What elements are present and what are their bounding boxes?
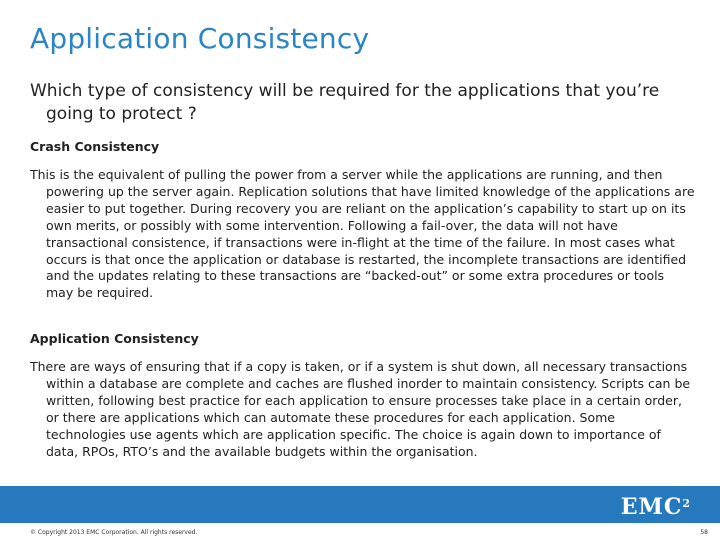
- emc-logo: [621, 496, 690, 518]
- question-text: Which type of consistency will be required for the applications that you’re going to protect ?: [30, 81, 660, 124]
- copyright-text: © Copyright 2013 EMC Corporation. All rights reserved.: [30, 529, 198, 536]
- application-consistency-body: There are ways of ensuring that if a copy is taken, or if a system is shut down, all necessary transactions within a database are complete and caches are flushed inorder to maintain consistency. Scripts can be written, following best practice for each application to ensure processes take place in a certain order, or there are applications which can automate these procedures for each application. Some technologies use agents which are application specific. The choice is again down to importance of data, RPOs, RTO’s and the available budgets within the organisation.: [30, 359, 691, 459]
- application-consistency-heading: Application Consistency: [30, 331, 199, 346]
- crash-consistency-body: This is the equivalent of pulling the power from a server while the applications are running, and then powering up the server again. Replication solutions that have limited knowledge of the applications are easier to put together. During recovery you are reliant on the application’s capability to start up on its own merits, or possibly with some intervention. Following a fail-over, the data will not have transactional consistence, if transactions were in-flight at the time of the failure. In most cases what occurs is that once the application or database is restarted, the incomplete transactions are identified and the updates relating to these transactions are “backed-out” or some extra procedures or tools may be required.: [30, 167, 695, 301]
- slide-title: Application Consistency: [30, 22, 370, 55]
- footer-band: [0, 486, 720, 523]
- page-number: 58: [700, 529, 708, 536]
- logo-superscript: 2: [682, 497, 690, 510]
- crash-consistency-heading: Crash Consistency: [30, 139, 160, 154]
- logo-text: EMC: [620, 494, 683, 520]
